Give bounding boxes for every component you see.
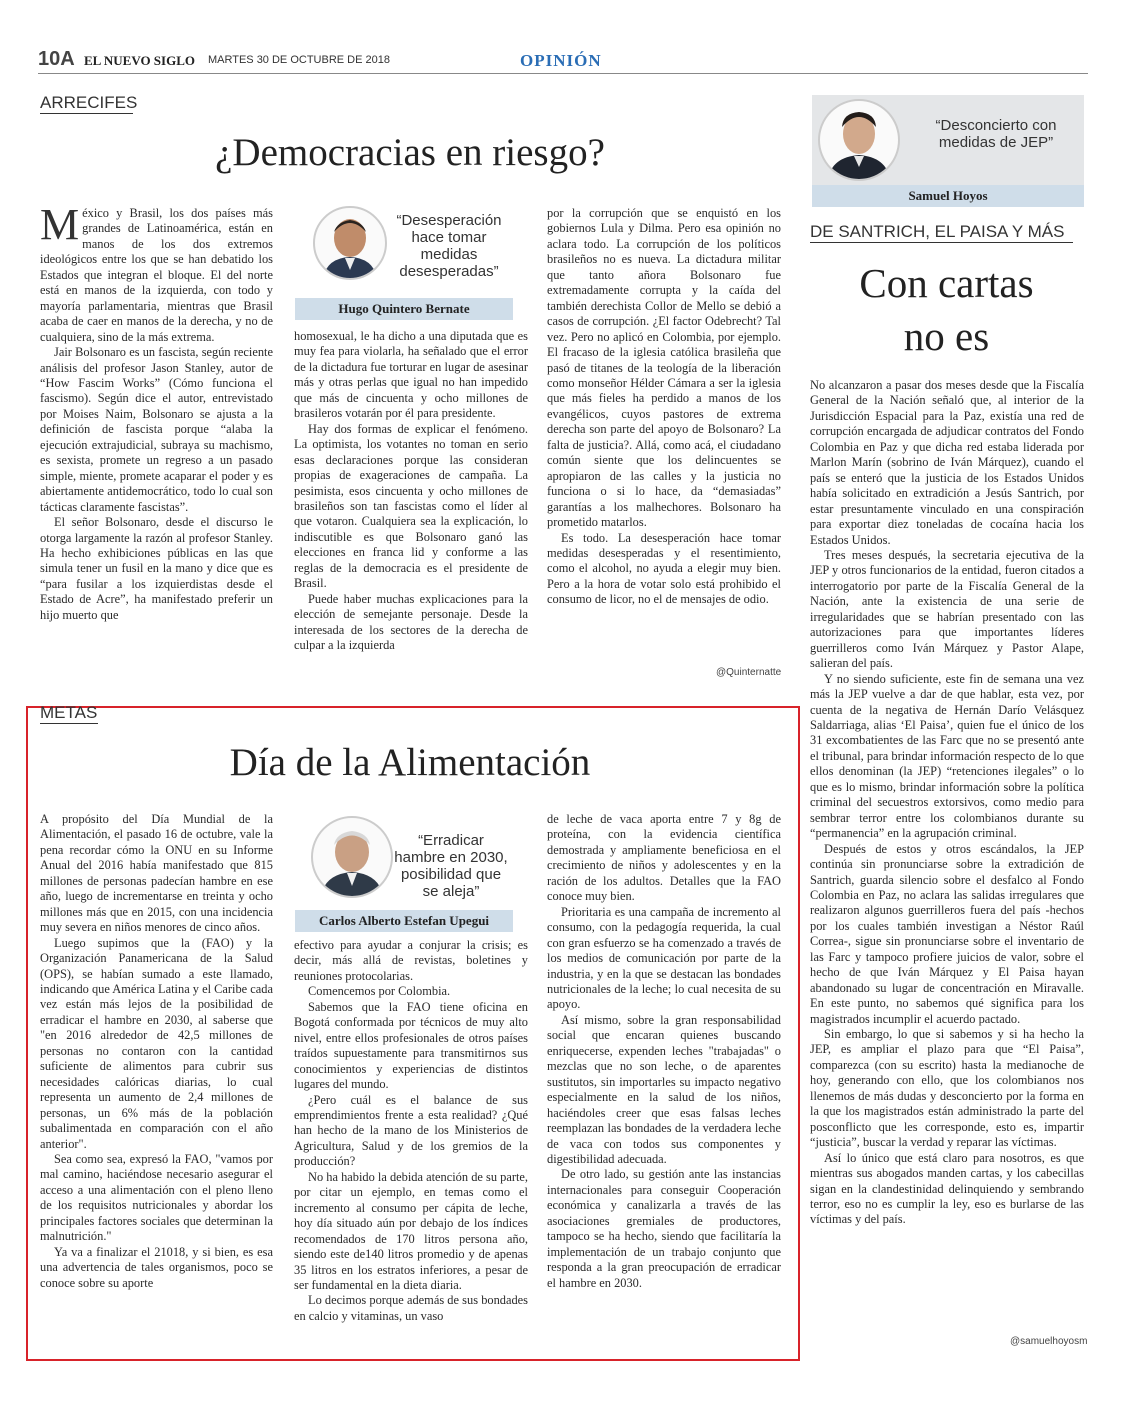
metas-quote-text: “Erradicar hambre en 2030, posibilidad que se aleja” xyxy=(394,832,508,900)
section-name: OPINIÓN xyxy=(520,51,602,70)
metas-section-label: METAS xyxy=(40,703,98,722)
portrait-icon xyxy=(313,818,391,896)
metas-paragraph: Sabemos que la FAO tiene oficina en Bogotá conformada por técnicos de muy alto nivel, entre ellos profesionales de otros países traídos supuestamente para transmitirnos sus conocimientos y experiencias de distintos lugares del mundo. xyxy=(294,999,528,1092)
arrecifes-paragraph: El señor Bolsonaro, desde el discurso le otorga largamente la razón al profesor Stanley. Ha hecho exhibiciones públicas en las que simula tener un fusil en la mano y dice que es “para fusilar a los izquierdistas desde el Estado de Acre”, ha manifestado preferir un hijo muerto que xyxy=(40,515,273,622)
arrecifes-column-2 xyxy=(294,329,528,654)
arrecifes-paragraph: Puede haber muchas explicaciones para la elección de semejante personaje. Desde la interesada de los sectores de la derecha de culpar a la izquierda xyxy=(294,591,528,653)
santrich-paragraph: No alcanzaron a pasar dos meses desde que la Fiscalía General de la Nación señaló que, al interior de la Jurisdicción Espacial para la Paz, existía una red de corrupción encargada de adjudicar contratos del Fondo Colombia en Paz y que dicha red estaba liderada por Marlon Marín (sobrino de Iván Márquez), cuando el país se enteró que la justicia de los Estados Unidos había solicitado en extradición a Jesús Santrich, por estar presuntamente vinculado en una conspiración para exportar diez toneladas de cocaína hacia los Estados Unidos. xyxy=(810,378,1084,547)
arrecifes-quote-box xyxy=(295,204,513,320)
metas-headline: Día de la Alimentación xyxy=(229,741,591,784)
metas-paragraph: efectivo para ayudar a conjurar la crisis; es decir, más allá de revistas, boletines y reuniones protocolarias. xyxy=(294,938,528,983)
arrecifes-paragraph: Jair Bolsonaro es un fascista, según reciente análisis del profesor Jason Stanley, autor de “How Fascim Works” (Cómo funciona el fascismo). Según dice el autor, entrevistado por Moises Naim, Bolsonaro se ajusta a la definición de fascista porque “alaba la ejecución extrajudicial, subraya su machismo, es sexista, promete un regreso a un pasado simple, miente, promete acaparar el poder y es abiertamente antidemocrático, todo lo cual son tácticas claramente fascistas”. xyxy=(40,345,273,514)
masthead-rule xyxy=(38,73,1088,74)
arrecifes-paragraph: Es todo. La desesperación hace tomar medidas desesperadas y el resentimiento, como el alcohol, no ayuda a elegir muy bien. Pero a la hora de votar solo está prohibido el consumo de licor, no el de mensajes de odio. xyxy=(547,530,781,607)
santrich-paragraph: Después de estos y otros escándalos, la JEP continúa sin pronunciarse sobre la extradición de Santrich, guarda silencio sobre el desfalco al Fondo Colombia en Paz, no aclara las salidas irregulares que realizaron algunos guerrilleros fuera del país -hechos por los cuales también investigan a Néstor Raúl Correa-, sigue sin pronunciarse sobre el inventario de las Farc y tampoco profiere juicios de valor, sobre el hecho de que Iván Márquez y El Paisa hayan abandonado su lugar de concentración en Miravalle. En este punto, no sabemos qué significa para los magistrados incumplir el acuerdo pactado. xyxy=(810,841,1084,1026)
metas-paragraph: de leche de vaca aporta entre 7 y 8g de proteína, con la evidencia científica demostrada y ampliamente beneficiosa en el crecimiento de niños y adolescentes y en la ración de los adultos. Detalles que la FAO conoce muy bien. xyxy=(547,812,781,904)
masthead xyxy=(38,48,1088,74)
arrecifes-paragraph xyxy=(40,200,273,345)
santrich-paragraph: Sin embargo, lo que si sabemos y si ha hecho la JEP, es ampliar el plazo para que “El Paisa”, comparezca (con su escrito) hasta la medianoche de hoy, generando con ello, que los colombianos nos llenemos de más dudas y desconcierto por la forma en la que los magistrados están administrado la parte del posconflicto que les corresponde, esto es, impartir “justicia”, buscar la verdad y reparar las víctimas. xyxy=(810,1027,1084,1150)
metas-paragraph: Lo decimos porque además de sus bondades en calcio y vitaminas, un vaso xyxy=(294,1293,528,1323)
portrait-samuel-hoyos xyxy=(818,99,900,181)
arrecifes-paragraph: por la corrupción que se enquistó en los gobiernos Lula y Dilma. Pero esa opinión no aclara todo. La corrupción de los políticos brasileños no es nueva. La dictadura militar que tanto añora Bolsonaro fue extremadamente corrupta y la caída del también derechista Collor de Mello se debió a casos de corrupción. ¿El factor Odebrecht? Tal vez. Pero no aplicó en Colombia, por ejemplo. El fracaso de la iglesia católica brasileña que pasó de titanes de la teología de la liberación como monseñor Hélder Cámara a ser la iglesia que más fieles ha perdido a manos de los evangélicos, cuyos pastores de extrema derecha son parte del apoyo de Bolsonaro? La falta de justicia?. Allá, como acá, el ciudadano común siente que los delincuentes se apropiaron de las calles y la justicia no funciona o si lo hace, da “demasiadas” garantías a los malhechores. Bolsonaro ha prometido matarlos. xyxy=(547,206,781,530)
metas-paragraph: Sea como sea, expresó la FAO, "vamos por mal camino, haciéndose necesario asegurar el acceso a una alimentación con el pleno lleno de los requisitos nutricionales y abordar los principales factores sociales que determinan la malnutrición." xyxy=(40,1151,273,1244)
arrecifes-author-handle[interactable]: @Quinternatte xyxy=(716,667,782,678)
arrecifes-quote-text: “Desesperación hace tomar medidas desesperadas” xyxy=(396,212,502,280)
arrecifes-paragraph: homosexual, le ha dicho a una diputada que es muy fea para violarla, ha señalado que el error de la dictadura fue torturar en lugar de asesinar más y otras perlas que igual no han impedido que más de cincuenta y ocho millones de brasileros votarán por él para presidente. xyxy=(294,329,528,421)
metas-paragraph: A propósito del Día Mundial de la Alimentación, el pasado 16 de octubre, vale la pena recordar cómo la ONU en su Informe Anual del 2016 había manifestado que 815 millones de personas padecían hambre en ese año, luego de incrementarse en treinta y ocho millones más que en 2015, con una incidencia muy severa en niños menores de cinco años. xyxy=(40,812,273,935)
santrich-author-name: Samuel Hoyos xyxy=(812,185,1084,207)
arrecifes-headline: ¿Democracias en riesgo? xyxy=(215,131,605,174)
arrecifes-text: éxico y Brasil, los dos países más grandes de Latinoamérica, están en manos de los dos extremos ideológicos entre los que se han debatido los Estados que integran el bloque. El del norte está en manos de la izquierda, con todo y mayoría parlamentaria, mientras que Brasil acaba de caer en manos de la derecha, y no de cualquiera, sino de la más extrema. xyxy=(40,206,273,344)
page-number: 10A xyxy=(38,48,75,70)
arrecifes-author-name: Hugo Quintero Bernate xyxy=(295,298,513,320)
portrait-hugo-quintero xyxy=(313,206,387,280)
metas-paragraph: Luego supimos que la (FAO) y la Organización Panamericana de la Salud (OPS), se habían sumado a este llamado, indicando que América Latina y el Caribe cada vez están más lejos de la posibilidad de erradicar el hambre en 2030, al saberse que "en 2016 alrededor de 42,5 millones de personas no contaron con la cantidad suficiente de alimentos para cubrir sus necesidades calóricas diarias, lo cual representa un aumento de 2,4 millones de personas, un 6% más de la población subalimentada en comparación con el año anterior". xyxy=(40,935,273,1151)
santrich-section-label: DE SANTRICH, EL PAISA Y MÁS xyxy=(810,222,1073,243)
paper-name: EL NUEVO SIGLO xyxy=(84,53,195,68)
santrich-headline-line-1: Con cartas xyxy=(859,260,1034,306)
metas-column-1 xyxy=(40,812,273,1291)
dropcap-m: M xyxy=(40,200,80,249)
arrecifes-column-1 xyxy=(40,200,273,623)
santrich-paragraph: Tres meses después, la secretaria ejecutiva de la JEP y otros funcionarios de la entidad, fueron citados a interrogatorio por parte de la Fiscalía General de la Nación, ante la existencia de una serie de irregularidades que se habrían presentado con las autorizaciones para que importantes líderes guerrilleros como Iván Márquez y Pastor Alape, salieran del país. xyxy=(810,547,1084,671)
metas-paragraph: Así mismo, sobre la gran responsabilidad social que encaran quienes buscando enriquecerse, expenden leches "trabajadas" o mezclas que no son leche, o de aparentes sustitutos, sin importarles su impacto negativo especialmente en la salud de los niños, haciéndoles creer que esas falsas leches reemplazan las bondades de la verdadera leche de vaca con todos sus componentes y digestibilidad adecuada. xyxy=(547,1012,781,1166)
metas-paragraph: Ya va a finalizar el 21018, y si bien, es esa una advertencia de tales organismos, poco se conoce sobre su aporte xyxy=(40,1244,273,1290)
metas-paragraph: ¿Pero cuál es el balance de sus emprendimientos frente a esta realidad? ¿Qué han hecho de la mano de los Ministerios de Agricultura, Salud y de los gremios de la producción? xyxy=(294,1092,528,1169)
metas-quote-box xyxy=(295,812,513,932)
arrecifes-column-3 xyxy=(547,206,781,608)
santrich-paragraph: Así lo único que está claro para nosotros, es que mientras sus abogados manden cartas, y los cabecillas sigan en la clandestinidad delinquiendo y sembrando terror, eso no es cumplir la ley, eso es burlarse de las víctimas y del país. xyxy=(810,1150,1084,1227)
portrait-icon xyxy=(820,101,898,179)
metas-column-2 xyxy=(294,938,528,1324)
metas-column-3 xyxy=(547,812,781,1291)
metas-paragraph: Comencemos por Colombia. xyxy=(308,984,451,999)
santrich-headline-line-2: no es xyxy=(903,313,990,359)
portrait-carlos-estefan xyxy=(311,816,393,898)
metas-paragraph: De otro lado, su gestión ante las instancias internacionales para conseguir Cooperación económica y canalizarla a través de las asociaciones gremiales de productores, tampoco se ha hecho, siendo que facilitaría la implementación de un trabajo conjunto que responda a la gran preocupación de erradicar el hambre en 2030. xyxy=(547,1167,781,1290)
metas-paragraph: No ha habido la debida atención de su parte, por citar un ejemplo, en temas como el incremento al consumo per cápita de leche, hoy día situado aún por debajo de los índices recomendados de 170 litros persona año, siendo este de140 litros promedio y de apenas 35 litros en los estratos inferiores, a pesar de ser fundamental en la dieta diaria. xyxy=(294,1169,528,1292)
portrait-icon xyxy=(315,208,385,278)
santrich-column xyxy=(810,378,1084,1228)
arrecifes-paragraph: Hay dos formas de explicar el fenómeno. La optimista, los votantes no toman en serio esas declaraciones porque las consideran propias de exageraciones de campaña. La pesimista, esos cincuenta y ocho millones de brasileños son tan fascistas como el líder al que votaron. Cualquiera sea la explicación, lo indiscutible es que Bolsonaro ganó las elecciones en franca lid y conforme a las reglas de la democracia es el presidente de Brasil. xyxy=(294,421,528,591)
santrich-author-handle[interactable]: @samuelhoyosm xyxy=(1010,1336,1088,1347)
arrecifes-section-label: ARRECIFES xyxy=(40,93,138,112)
santrich-quote-text: “Desconcierto con medidas de JEP” xyxy=(935,117,1057,151)
issue-date: MARTES 30 DE OCTUBRE DE 2018 xyxy=(208,54,390,66)
metas-author-name: Carlos Alberto Estefan Upegui xyxy=(295,910,513,932)
santrich-paragraph: Y no siendo suficiente, este fin de semana una vez más la JEP vuelve a dar de que hablar, esta vez, por cuenta de la negativa de Hernán Darío Velásquez Saldarriaga, alias ‘El Paisa’, quien fue el único de los 31 excombatientes de las Farc que no se presentó ante el tribunal, para brindar información respecto de lo que ellos denominan (la JEP) “retenciones ilegales” o lo que es lo mismo, brindar información sobre la política criminal del secuestros extorsivos, como medio para sembrar terror entre los colombianos durante su “permanencia” en la agrupación criminal. xyxy=(810,671,1084,841)
metas-paragraph: Prioritaria es una campaña de incremento al consumo, con la pedagogía requerida, la cual con gran esfuerzo se ha comenzado a través de los medios de comunicación por parte de la industria, y en la que se destacan las bondades nutricionales de la leche; lo cual necesita de su apoyo. xyxy=(547,904,781,1012)
santrich-quote-box xyxy=(812,95,1084,207)
